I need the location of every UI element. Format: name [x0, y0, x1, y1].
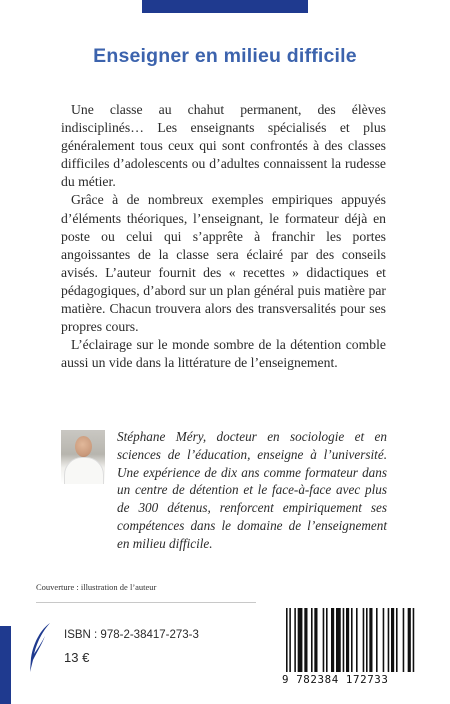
blurb [61, 101, 386, 372]
barcode-bar [298, 608, 303, 672]
barcode-bar [403, 608, 405, 672]
barcode-bar [408, 608, 411, 672]
barcode-bar [294, 608, 296, 672]
barcode-bar [311, 608, 313, 672]
barcode-bar [331, 608, 334, 672]
isbn: ISBN : 978-2-38417-273-3 [64, 629, 199, 641]
top-color-bar [142, 0, 308, 13]
barcode-bar [351, 608, 353, 672]
barcode-bar [286, 608, 288, 672]
barcode-bar [289, 608, 291, 672]
author-photo [61, 430, 105, 484]
barcode-number: 9 782384 172733 [282, 673, 389, 686]
blurb-paragraph-3: L’éclairage sur le monde sombre de la détention comble aussi un vide dans la littérature de l’enseignement. [61, 337, 386, 371]
price: 13 € [64, 650, 90, 665]
barcode-bar [346, 608, 349, 672]
cover-credit: Couverture : illustration de l’auteur [36, 582, 157, 592]
barcode-bars [286, 608, 416, 672]
barcode-bar [388, 608, 390, 672]
barcode-bar [356, 608, 358, 672]
barcode-bar [391, 608, 394, 672]
barcode-bar [304, 608, 307, 672]
barcode-bar [363, 608, 365, 672]
blurb-paragraph-2: Grâce à de nombreux exemples empiriques appuyés d’éléments théoriques, l’enseignant, le formateur déjà en poste ou celui qui s’apprête à franchir les portes angoissantes de la classe sera éclairé par des conseils avisés. L’auteur fournit des « recettes » didactiques et pédagogiques, d’abord sur un plan général puis matière par matière. Chacun trouvera alors des transversalités pour ses propres cours. [61, 192, 386, 335]
barcode-bar [383, 608, 385, 672]
barcode-bar [413, 608, 415, 672]
barcode-bar [366, 608, 368, 672]
spine-color-strip [0, 626, 11, 704]
author-photo-shoulders [64, 457, 104, 484]
book-title: Enseigner en milieu difficile [93, 45, 357, 67]
barcode [276, 602, 420, 692]
barcode-bar [396, 608, 398, 672]
barcode-bar [326, 608, 328, 672]
barcode-bar [369, 608, 372, 672]
quill-icon [28, 622, 54, 674]
author-bio: Stéphane Méry, docteur en sociologie et en sciences de l’éducation, enseigne à l’université. Une expérience de dix ans comme formateur dans un centre de détention et le face-à-face avec plus de 300 détenus, renforcent empiriquement ses compétences dans le domaine de l’enseignement en milieu difficile. [117, 429, 387, 551]
barcode-bar [376, 608, 378, 672]
blurb-paragraph-1: Une classe au chahut permanent, des élèves indisciplinés… Les enseignants spécialisés et plus généralement tous ceux qui sont confrontés à des classes difficiles d’adolescents ou d’adultes connaissent la rudesse du métier. [61, 102, 386, 190]
divider [36, 602, 256, 603]
barcode-bar [343, 608, 345, 672]
barcode-bar [336, 608, 341, 672]
barcode-bar [314, 608, 317, 672]
author-photo-head [75, 436, 92, 457]
barcode-bar [323, 608, 325, 672]
